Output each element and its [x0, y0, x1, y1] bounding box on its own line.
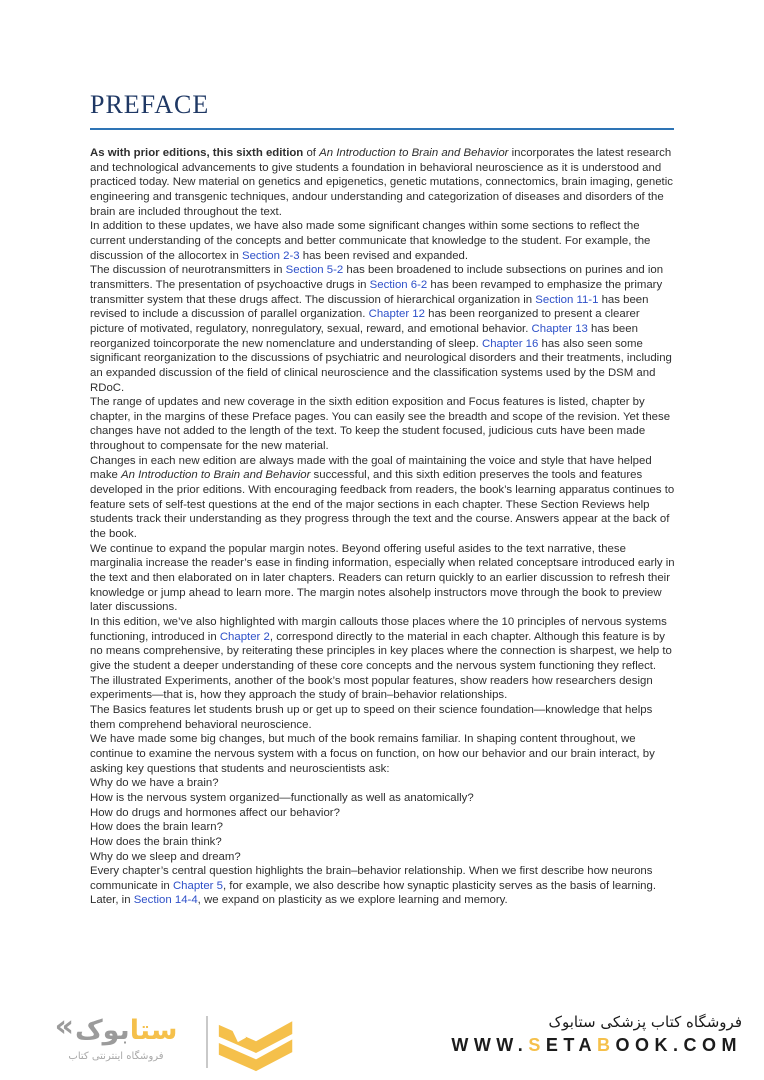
footer-store-info: [451, 1013, 742, 1056]
text-run: We continue to expand the popular margin notes. Beyond offering useful asides to the text narrative, these marginalia increase the reader’s ease in finding information, especially when related conceptsare introduced early in the text and then elaborated on in later chapters. Readers can return quickly to an earlier discussion to refresh their knowledge or jump ahead to learn more. The margin notes alsohelp instructors move through the book to preview later discussions.: [90, 542, 675, 614]
text-run: , we expand on plasticity as we explore learning and memory.: [197, 894, 508, 907]
text-run: How is the nervous system organized—functionally as well as anatomically?: [90, 791, 474, 804]
text-run: has been broadened to include subsections on purines and ion transmitters. The presentation of psychoactive drugs in: [90, 264, 664, 291]
text-run: How does the brain learn?: [90, 821, 223, 834]
text-run: The illustrated Experiments, another of the book’s most popular features, show readers how researchers design experiments—that is, how they approach the study of brain–behavior relationships.: [90, 674, 653, 702]
paragraph: [90, 454, 676, 542]
text-run: The discussion of neurotransmitters in: [90, 264, 286, 277]
paragraph: [90, 703, 676, 732]
section-link[interactable]: Chapter 13: [531, 322, 588, 335]
text-run: We have made some big changes, but much of the book remains familiar. In shaping content throughout, we continue to examine the nervous system with a focus on function, on how our behavior and our brain interact, by asking key questions that students and neuroscientists ask:: [90, 733, 655, 775]
section-link[interactable]: Chapter 2: [219, 630, 270, 643]
text-run: successful, and this sixth edition preserves the tools and features developed in the prior editions. With encouraging feedback from readers, the book’s learning apparatus continues to feature sets of self-test questions at the end of the major sections in each chapter. These Section Reviews help students track their understanding as they progress through the text and the course. Answers appear at the back of the book.: [90, 469, 675, 541]
brand-wordmark: [34, 1009, 198, 1048]
section-link[interactable]: Section 11-1: [535, 293, 599, 306]
paragraph: [90, 835, 676, 850]
paragraph: [90, 263, 676, 395]
setabook-emblem-icon: [216, 1014, 296, 1072]
section-link[interactable]: Section 6-2: [369, 278, 428, 291]
text-run: of: [303, 147, 320, 159]
paragraph: [90, 791, 676, 806]
text-run: In addition to these updates, we have also made some significant changes within some sections to reflect the current understanding of the concepts and better communicate that knowledge to the student. For example, the discussion of the allocortex in: [90, 220, 651, 262]
text-run: Why do we sleep and dream?: [90, 850, 241, 863]
text-run: An Introduction to Brain and Behavior: [121, 469, 311, 482]
store-name-fa: فروشگاه کتاب پزشکی ستابوک: [548, 1013, 742, 1031]
text-run: How does the brain think?: [90, 835, 222, 848]
section-link[interactable]: Section 5-2: [285, 264, 344, 277]
paragraph: [90, 674, 676, 703]
paragraph: [90, 542, 676, 615]
paragraph: [90, 776, 676, 791]
text-run: Every chapter’s central question highlights the brain–behavior relationship. When we first describe how neurons communicate in: [90, 865, 653, 892]
paragraph: [90, 219, 676, 263]
text-run: As with prior editions, this sixth edition: [90, 147, 304, 159]
text-run: In this edition, we’ve also highlighted with margin callouts those places where the 10 principles of nervous systems functioning, introduced in: [90, 616, 667, 643]
text-run: How do drugs and hormones affect our behavior?: [90, 806, 340, 819]
brand-name-primary: ستا: [129, 1014, 178, 1046]
text-run: has been reorganized toincorporate the new nomenclature and understanding of sleep.: [90, 322, 638, 350]
text-run: , correspond directly to the material in each chapter. Although this feature is by no means comprehensive, by reiterating these principles in key places where the connection is sharpest, we help to give the student a deeper understanding of these core concepts and the nervous system functioning they reflect.: [90, 630, 672, 672]
paragraph: [90, 820, 676, 835]
url-segment: WWW.: [451, 1035, 529, 1055]
preface-body: [90, 146, 676, 908]
section-link[interactable]: Section 2-3: [241, 249, 300, 262]
brand-name: [74, 1014, 178, 1046]
paragraph: [90, 395, 676, 454]
footer-divider: [206, 1016, 208, 1068]
paragraph: [90, 806, 676, 821]
brand-name-secondary: بوک: [74, 1014, 130, 1046]
paragraph: [90, 146, 676, 219]
brand-chevron-icon: «: [54, 1009, 74, 1044]
text-run: has been reorganized to present a clearer picture of motivated, regulatory, nonregulatory, sexual, reward, and emotional behavior.: [90, 308, 640, 335]
title-rule: [90, 128, 674, 130]
text-run: has also seen some significant reorganization to the discussions of psychiatric and neurological disorders and their treatments, including an expanded discussion of the field of clinical neuroscience and the classification systems used by the DSM and RDoC.: [90, 337, 672, 394]
paragraph: [90, 615, 676, 674]
page-title: PREFACE: [90, 90, 210, 119]
text-run: The range of updates and new coverage in the sixth edition exposition and Focus features is listed, chapter by chapter, in the margins of these Preface pages. You can easily see the breadth and scope of the revision. Yet these changes have not added to the length of the text. To keep the student focused, judicious cuts have been made throughout to compensate for the new material.: [90, 396, 671, 453]
url-segment: S: [528, 1035, 546, 1055]
setabook-logo: [34, 1009, 198, 1062]
website-url[interactable]: [451, 1035, 742, 1056]
brand-tagline: فروشگاه اینترنتی کتاب: [68, 1051, 164, 1062]
text-run: , for example, we also describe how synaptic plasticity serves as the basis of learning. Later, in: [90, 879, 657, 907]
paragraph: [90, 732, 676, 776]
text-run: has been revamped to emphasize the primary transmitter system that these drugs affect. The discussion of hierarchical organization in: [90, 278, 663, 306]
text-run: An Introduction to Brain and Behavior: [319, 147, 509, 159]
paragraph: [90, 864, 676, 908]
url-segment: OOK.COM: [615, 1035, 742, 1055]
text-run: The Basics features let students brush up or get up to speed on their science foundation—knowledge that helps them comprehend behavioral neuroscience.: [90, 703, 653, 731]
section-link[interactable]: Chapter 5: [172, 879, 223, 892]
paragraph: [90, 850, 676, 865]
text-run: has been revised and expanded.: [299, 249, 469, 262]
text-run: has been revised to include a discussion of parallel organization.: [90, 293, 649, 321]
text-run: Changes in each new edition are always made with the goal of maintaining the voice and style that have helped make: [90, 454, 652, 482]
section-link[interactable]: Section 14-4: [133, 894, 198, 907]
url-segment: B: [597, 1035, 616, 1055]
text-run: incorporates the latest research and technological advancements to give students a foundation in behavioral neuroscience as it is understood and practiced today. New material on genetics and epigenetics, genetic mutations, connectomics, brain imaging, genetic engineering and transgenic techniques, andour understanding and categorization of diseases and disorders of the brain are included throughout the text.: [90, 147, 673, 218]
section-link[interactable]: Chapter 16: [481, 337, 539, 350]
text-run: Why do we have a brain?: [90, 777, 219, 790]
section-link[interactable]: Chapter 12: [368, 308, 425, 321]
url-segment: ETA: [545, 1035, 597, 1055]
